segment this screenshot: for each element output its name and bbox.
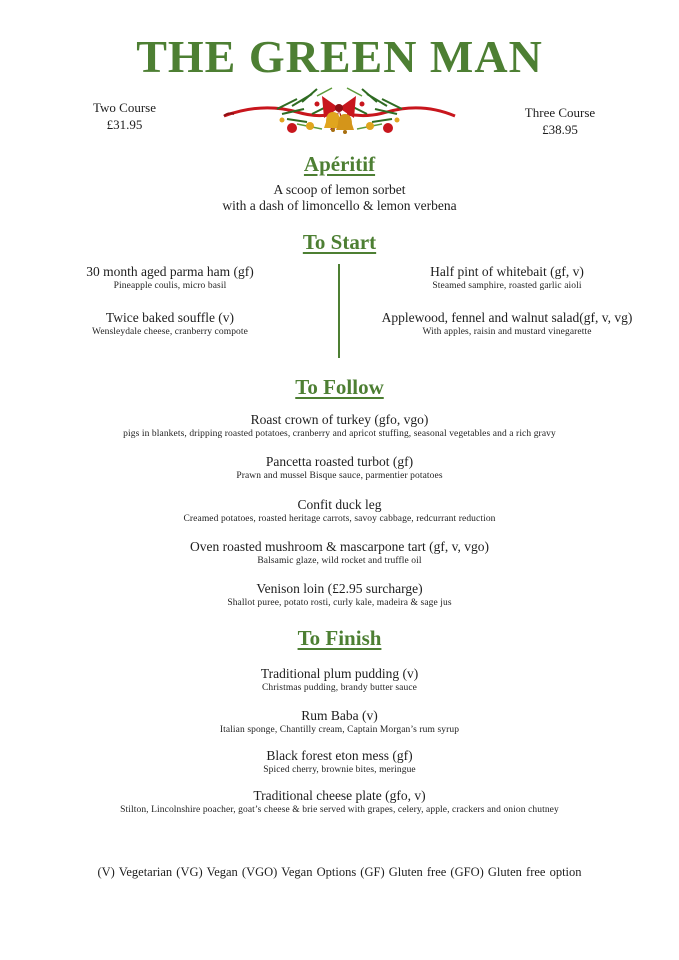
main-item <box>0 496 679 525</box>
dish-name: Confit duck leg <box>297 497 382 512</box>
starter-item <box>362 309 652 338</box>
two-course-price: £31.95 <box>106 117 143 132</box>
starter-item <box>40 263 300 292</box>
three-course-price-block <box>505 104 615 138</box>
to-start-heading: To Start <box>302 230 377 254</box>
dessert-item <box>0 665 679 694</box>
starter-item <box>40 309 300 338</box>
dish-name: Black forest eton mess (gf) <box>266 748 413 763</box>
dietary-legend: (V) Vegetarian (VG) Vegan (VGO) Vegan Options (GF) Gluten free (GFO) Gluten free option <box>97 865 582 879</box>
dish-name: Rum Baba (v) <box>301 708 378 723</box>
dish-description: Stilton, Lincolnshire poacher, goat’s cheese & brie served with grapes, celery, apple, crackers and onion chutney <box>120 805 559 815</box>
dish-description: Wensleydale cheese, cranberry compote <box>92 327 248 337</box>
main-item <box>0 538 679 567</box>
dish-name: Traditional cheese plate (gfo, v) <box>253 788 426 803</box>
dish-name: Twice baked souffle (v) <box>105 310 235 325</box>
dish-description: Pineapple coulis, micro basil <box>113 281 227 291</box>
aperitif-heading: Apéritif <box>303 152 376 176</box>
two-course-price-block <box>72 99 177 133</box>
dish-name: 30 month aged parma ham (gf) <box>86 264 254 279</box>
dish-name: Venison loin (£2.95 surcharge) <box>256 581 423 596</box>
two-course-label: Two Course <box>92 100 156 115</box>
dish-description: With apples, raisin and mustard vinegarette <box>422 327 592 337</box>
dish-name: Traditional plum pudding (v) <box>260 666 419 681</box>
section-divider <box>338 264 340 358</box>
dessert-item <box>0 787 679 816</box>
dish-description: Steamed samphire, roasted garlic aioli <box>432 281 582 291</box>
menu-title: THE GREEN MAN <box>136 31 543 82</box>
dish-name: Applewood, fennel and walnut salad(gf, v, vg) <box>381 310 633 325</box>
dish-name: Oven roasted mushroom & mascarpone tart (gf, v, vgo) <box>189 539 490 554</box>
to-finish-heading: To Finish <box>297 626 382 650</box>
dish-name: Pancetta roasted turbot (gf) <box>265 454 414 469</box>
dish-description: Balsamic glaze, wild rocket and truffle oil <box>257 556 422 566</box>
aperitif-line-2: with a dash of limoncello & lemon verbena <box>222 198 457 213</box>
dish-description: Shallot puree, potato rosti, curly kale, madeira & sage jus <box>227 598 452 608</box>
to-follow-heading: To Follow <box>295 375 384 399</box>
dish-name: Roast crown of turkey (gfo, vgo) <box>250 412 429 427</box>
dish-description: pigs in blankets, dripping roasted potatoes, cranberry and apricot stuffing, seasonal vegetables and a rich gravy <box>123 429 556 439</box>
starter-item <box>362 263 652 292</box>
dish-description: Prawn and mussel Bisque sauce, parmentier potatoes <box>236 471 443 481</box>
dish-description: Spiced cherry, brownie bites, meringue <box>263 765 416 775</box>
three-course-price: £38.95 <box>542 122 578 137</box>
dish-description: Italian sponge, Chantilly cream, Captain Morgan’s rum syrup <box>219 725 460 735</box>
dish-description: Christmas pudding, brandy butter sauce <box>262 683 417 693</box>
main-item <box>0 580 679 609</box>
christmas-garland-icon <box>222 84 457 144</box>
aperitif-line-1: A scoop of lemon sorbet <box>273 182 406 197</box>
dish-name: Half pint of whitebait (gf, v) <box>430 264 584 279</box>
dessert-item <box>0 707 679 736</box>
main-item <box>0 411 679 440</box>
dish-description: Creamed potatoes, roasted heritage carrots, savoy cabbage, redcurrant reduction <box>183 514 496 524</box>
three-course-label: Three Course <box>524 105 596 120</box>
dessert-item <box>0 747 679 776</box>
main-item <box>0 453 679 482</box>
